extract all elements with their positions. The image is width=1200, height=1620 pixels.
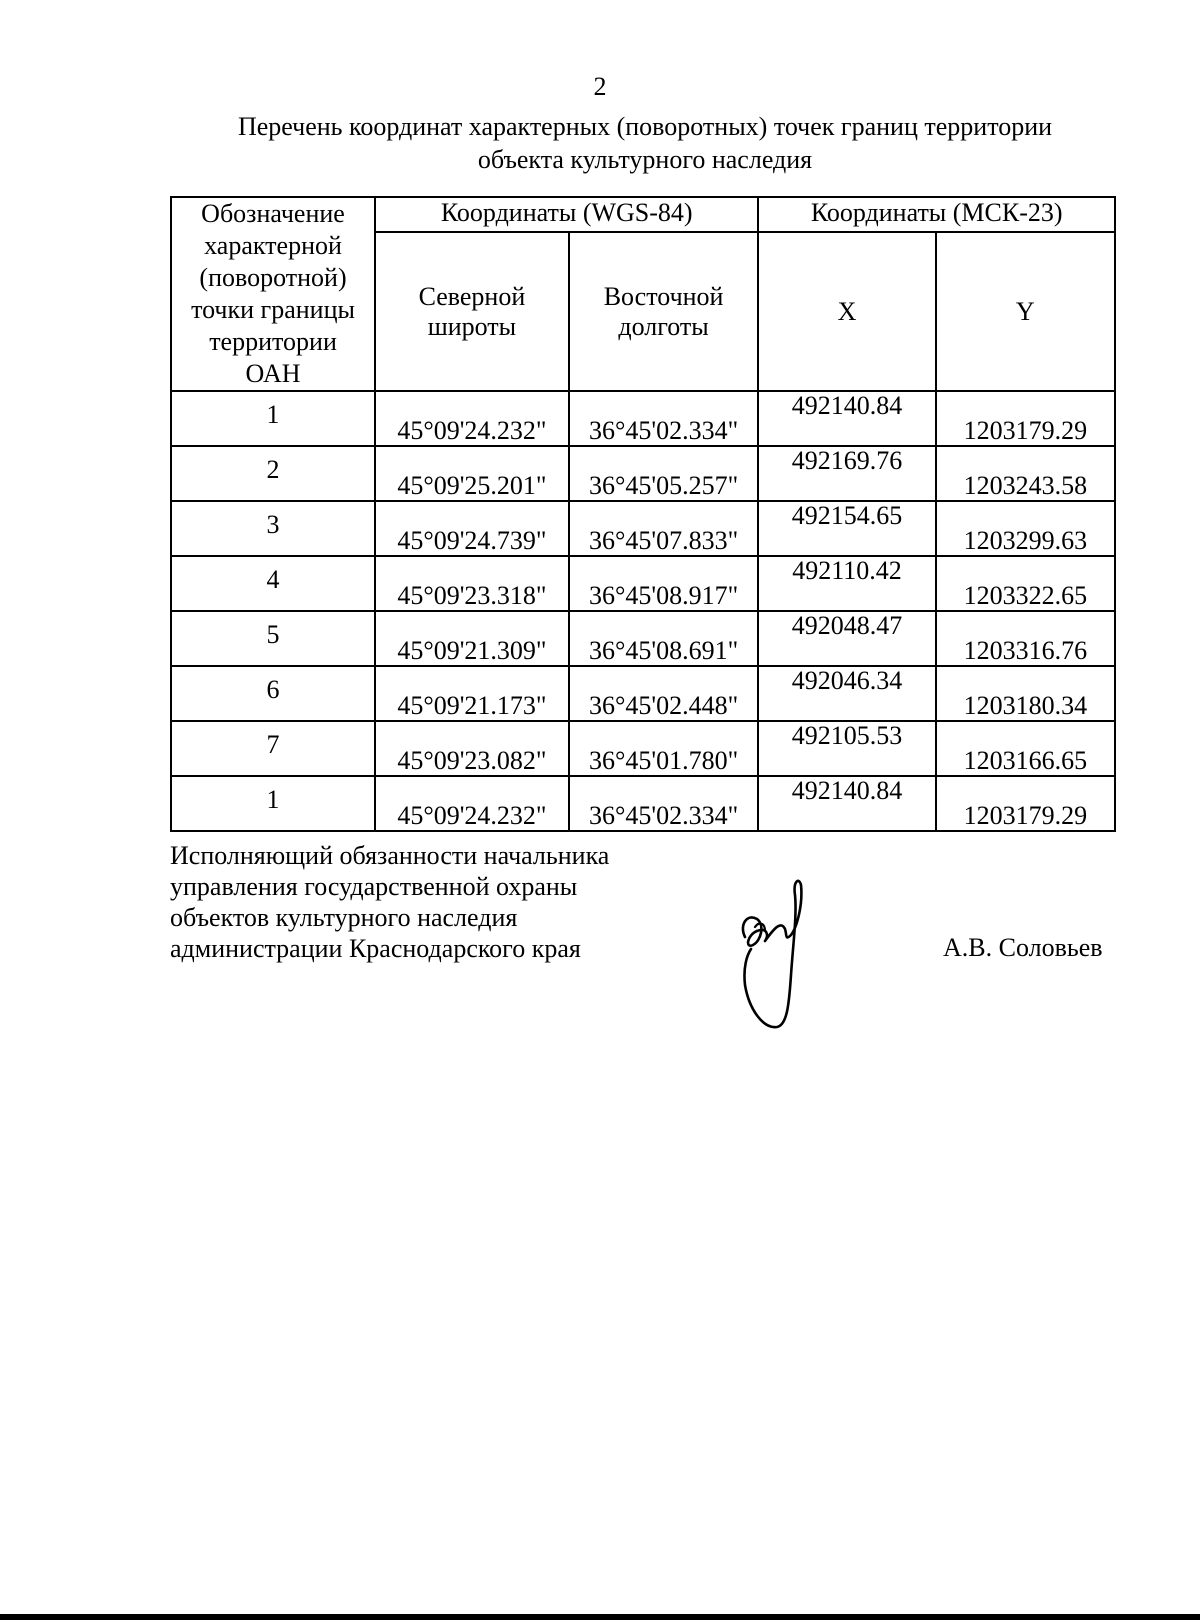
x-cell: 492140.84 [758,776,935,831]
signer-name: А.В. Соловьев [943,933,1103,962]
longitude-cell: 36°45'08.917" [569,556,759,611]
latitude-cell: 45°09'24.232" [375,391,569,446]
y-cell: 1203243.58 [936,446,1115,501]
y-cell: 1203316.76 [936,611,1115,666]
point-cell: 1 [171,776,375,831]
y-cell: 1203322.65 [936,556,1115,611]
latitude-cell: 45°09'24.739" [375,501,569,556]
position-line-3: объектов культурного наследия [170,903,518,932]
position-line-2: управления государственной охраны [170,872,578,901]
scan-border [0,1614,1200,1620]
signature-position [170,840,609,964]
latitude-cell: 45°09'21.309" [375,611,569,666]
header-y: Y [936,232,1115,391]
point-cell: 4 [171,556,375,611]
x-cell: 492169.76 [758,446,935,501]
y-cell: 1203166.65 [936,721,1115,776]
table-row [171,391,1115,446]
table-row [171,446,1115,501]
longitude-cell: 36°45'02.334" [569,391,759,446]
header-wgs84: Координаты (WGS-84) [375,197,758,232]
title-line-1: Перечень координат характерных (поворотных) точек границ территории [237,112,1053,141]
document-title [150,110,1140,176]
coordinates-table [170,196,1116,832]
title-line-2: объекта культурного наследия [477,145,813,174]
table-row [171,776,1115,831]
y-cell: 1203179.29 [936,776,1115,831]
header-designation: Обозначение характерной (поворотной) точки границы территории ОАН [171,197,375,391]
y-cell: 1203180.34 [936,666,1115,721]
latitude-cell: 45°09'23.082" [375,721,569,776]
y-cell: 1203179.29 [936,391,1115,446]
point-cell: 6 [171,666,375,721]
table-row [171,666,1115,721]
latitude-cell: 45°09'23.318" [375,556,569,611]
latitude-cell: 45°09'21.173" [375,666,569,721]
header-msk23: Координаты (МСК-23) [758,197,1115,232]
latitude-cell: 45°09'24.232" [375,776,569,831]
longitude-cell: 36°45'02.448" [569,666,759,721]
point-cell: 7 [171,721,375,776]
x-cell: 492105.53 [758,721,935,776]
latitude-cell: 45°09'25.201" [375,446,569,501]
longitude-cell: 36°45'01.780" [569,721,759,776]
table-row [171,611,1115,666]
header-east-longitude: Восточной долготы [569,232,759,391]
x-cell: 492110.42 [758,556,935,611]
table-row [171,556,1115,611]
header-x: X [758,232,935,391]
longitude-cell: 36°45'05.257" [569,446,759,501]
point-cell: 5 [171,611,375,666]
x-cell: 492046.34 [758,666,935,721]
handwritten-signature [735,875,825,1035]
table-row [171,501,1115,556]
point-cell: 3 [171,501,375,556]
page-number: 2 [593,72,607,101]
x-cell: 492048.47 [758,611,935,666]
position-line-1: Исполняющий обязанности начальника [170,841,610,870]
position-line-4: администрации Краснодарского края [170,934,581,963]
longitude-cell: 36°45'02.334" [569,776,759,831]
longitude-cell: 36°45'07.833" [569,501,759,556]
table-row [171,721,1115,776]
point-cell: 2 [171,446,375,501]
point-cell: 1 [171,391,375,446]
header-north-latitude: Северной широты [375,232,569,391]
longitude-cell: 36°45'08.691" [569,611,759,666]
y-cell: 1203299.63 [936,501,1115,556]
x-cell: 492154.65 [758,501,935,556]
x-cell: 492140.84 [758,391,935,446]
